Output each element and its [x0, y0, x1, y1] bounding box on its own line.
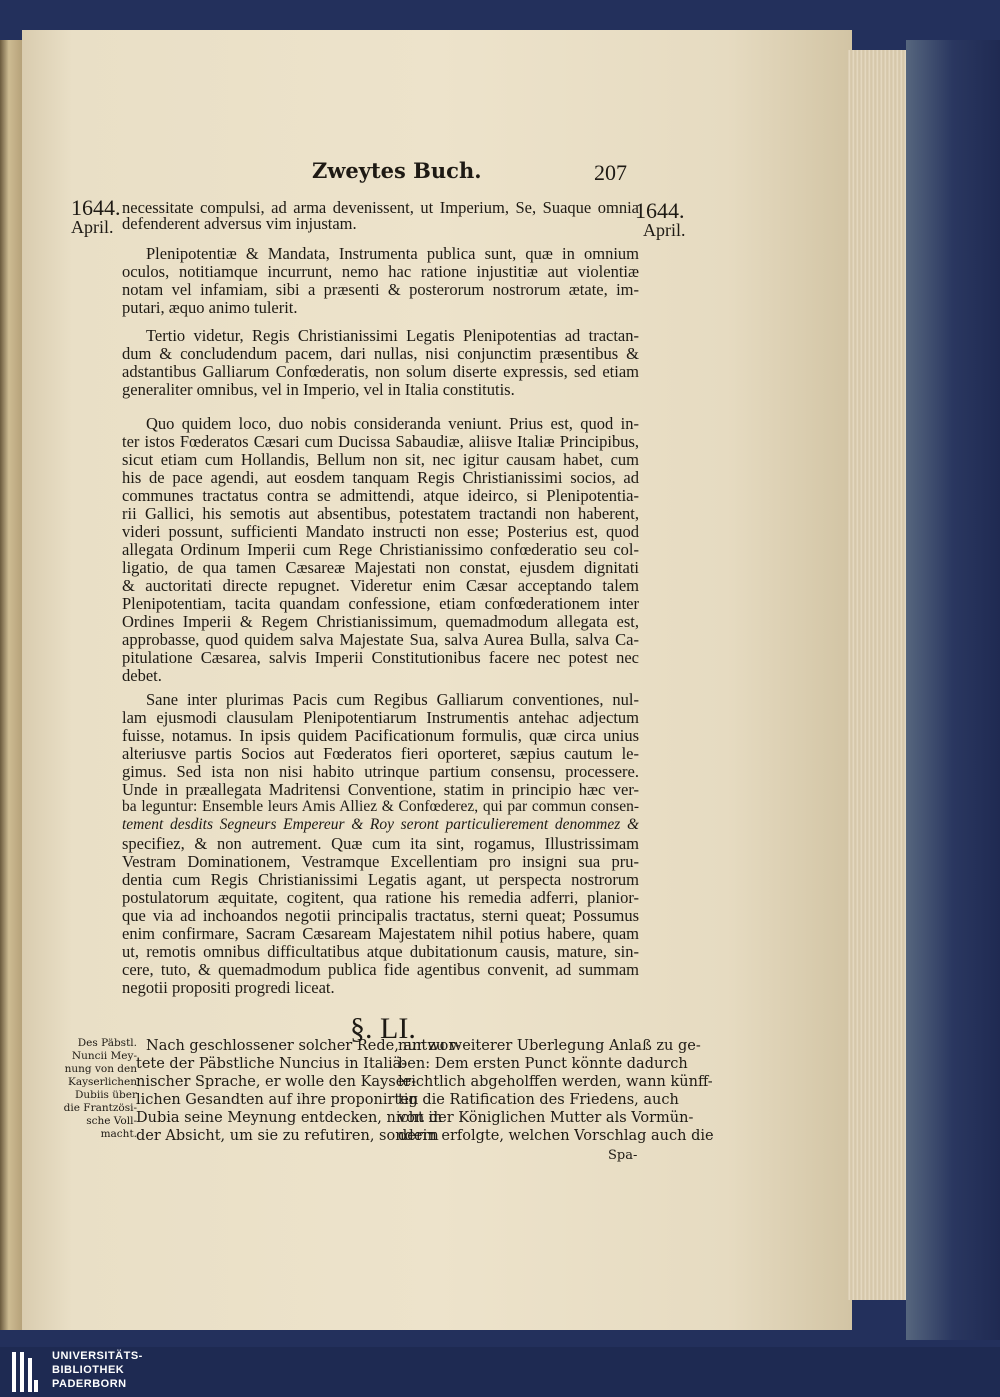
text-line: & auctoritati directe repugnet. Videretur enim Cæsar acceptando talem — [122, 576, 639, 595]
page-stack-edge — [848, 50, 912, 1300]
margin-note-line: sche Voll- — [86, 1115, 137, 1127]
text-line: Quo quidem loco, duo nobis consideranda veniunt. Prius est, quod in- — [146, 414, 639, 433]
german-line: von der Königlichen Mutter als Vormün- — [398, 1110, 694, 1126]
text-line: ba leguntur: Ensemble leurs Amis Alliez & Confœderez, qui par commun consen- — [122, 798, 639, 815]
running-title: Zweytes Buch. — [312, 158, 482, 183]
text-line: Tertio videtur, Regis Christianissimi Legatis Plenipotentias ad tractan- — [146, 326, 639, 345]
german-line: nischer Sprache, er wolle den Kayser- — [136, 1074, 417, 1090]
german-line: ben: Dem ersten Punct könnte dadurch — [398, 1056, 688, 1072]
text-line: ut, remotis omnibus difficultatibus atque dubitationum causis, mature, sin- — [122, 942, 639, 961]
text-line: adstantibus Galliarum Confœderatis, non solum diserte expressis, sed etiam — [122, 362, 639, 381]
margin-note-line: macht. — [100, 1128, 137, 1140]
section-heading: §. LI. — [350, 1012, 416, 1045]
german-line: Dubia seine Meynung entdecken, nicht in — [136, 1110, 443, 1126]
text-line: allegata Ordinum Imperii cum Rege Christianissimo confœderatio seu col- — [122, 540, 639, 559]
text-line: negotii propositi progredi liceat. — [122, 978, 335, 997]
margin-year-right: 1644. — [635, 198, 685, 223]
text-line: approbasse, quod quidem salva Majestate Sua, salva Aurea Bulla, salva Ca- — [122, 630, 639, 649]
margin-note-line: Nuncii Mey- — [71, 1050, 137, 1062]
margin-note-line: die Frantzösi- — [63, 1102, 137, 1114]
text-line: Ordines Imperii & Regem Christianissimum, quemadmodum allegata est, — [122, 612, 639, 631]
text-line: rii Gallici, his semotis aut absentibus, potestatem tractandi non haberent, — [122, 504, 639, 523]
text-line: defenderent adversus vim injustam. — [122, 214, 357, 233]
library-footer — [0, 1347, 1000, 1397]
text-line: tement desdits Segneurs Empereur & Roy seront particulierement denommez & — [122, 816, 639, 833]
text-line: his de pace agendi, aut eosdem tanquam Regis Christianissimi socios, ad — [122, 468, 639, 487]
text-line: videri possunt, sufficienti Mandato instructi non esse; Posterius est, quod — [122, 522, 639, 541]
text-line: que via ad inchoandos negotii principalis tractatus, sterni queat; Possumus — [122, 906, 639, 925]
text-line: enim confirmare, Sacram Cæsaream Majestatem nihil potius habere, quam — [122, 924, 639, 943]
text-line: generaliter omnibus, vel in Imperio, vel in Italia constitutis. — [122, 380, 515, 399]
library-name-line2: BIBLIOTHEK — [52, 1364, 125, 1376]
text-line: Unde in præallegata Madritensi Conventione, statim in principio hæc ver- — [122, 780, 639, 799]
text-line: cere, tuto, & quemadmodum publica fide agentibus convenit, ad summam — [122, 960, 639, 979]
text-line: Vestram Dominationem, Vestramque Excellentiam pro insigni sua pru- — [122, 852, 639, 871]
library-name-line3: PADERBORN — [52, 1378, 127, 1390]
text-line: specifiez, & non autrement. Quæ cum ita sint, rogamus, Illustrissimam — [122, 834, 639, 853]
university-logo-icon — [10, 1350, 40, 1394]
margin-note-line: nung von den — [64, 1063, 137, 1075]
margin-note-line: Dubiis über — [74, 1089, 137, 1101]
text-line: ligatio, de qua tamen Cæsareæ Majestati non constat, ejusdem dignitati — [122, 558, 639, 577]
left-page-edge — [0, 40, 22, 1330]
text-line: dentia cum Regis Christianissimi Legatis agant, ut perspecta nostrorum — [122, 870, 639, 889]
text-line: pitulatione Cæsarea, salvis Imperii Constitutionibus facere nec potest nec — [122, 648, 639, 667]
text-line: necessitate compulsi, ad arma devenissent, ut Imperium, Se, Suaque omnia — [122, 198, 639, 217]
german-line: Nach geschlossener solcher Rede, antwor- — [146, 1038, 461, 1054]
german-line: tig die Ratification des Friedens, auch — [398, 1092, 679, 1108]
text-line: dum & concludendum pacem, dari nullas, nisi conjunctim præsentibus & — [122, 344, 639, 363]
text-line: Sane inter plurimas Pacis cum Regibus Galliarum conventiones, nul- — [146, 690, 639, 709]
book-cover-edge — [906, 40, 1000, 1340]
text-line: ter istos Fœderatos Cæsari cum Ducissa Sabaudiæ, aliisve Italiæ Principibus, — [122, 432, 639, 451]
text-line: gimus. Sed ista non nisi habito utrinque partium consensu, processere. — [122, 762, 639, 781]
german-line: leichtlich abgeholffen werden, wann künff- — [398, 1074, 713, 1090]
text-line: lam ejusmodi clausulam Plenipotentiarum Instrumentis antehac adjectum — [122, 708, 639, 727]
page-number: 207 — [594, 160, 627, 185]
margin-note-line: Des Päbstl. — [77, 1037, 137, 1049]
text-line: sicut etiam cum Hollandis, Bellum non sit, nec igitur causam habet, cum — [122, 450, 639, 469]
german-line: lichen Gesandten auf ihre proponirten — [136, 1092, 419, 1108]
margin-year-left: 1644. — [71, 195, 121, 220]
text-line: Plenipotentiam, tacita quandam confessione, etiam confœderationem inter — [122, 594, 639, 613]
margin-month-right: April. — [643, 220, 686, 240]
text-line: alteriusve partis Socios aut Fœderatos fieri oporteret, sæpius cautum le- — [122, 744, 639, 763]
text-line: putari, æquo animo tulerit. — [122, 298, 298, 317]
text-line: postulatorum æquitate, cogitent, qua ratione his remedia adferri, planior- — [122, 888, 639, 907]
catchword: Spa- — [608, 1148, 638, 1163]
library-name-line1: UNIVERSITÄTS- — [52, 1350, 143, 1362]
margin-note-line: Kayserlichen — [68, 1076, 137, 1088]
german-line: tete der Päbstliche Nuncius in Italiä- — [136, 1056, 407, 1072]
german-line: der Absicht, um sie zu refutiren, sondern — [136, 1128, 439, 1144]
text-line: oculos, notitiamque incurrunt, nemo hac ratione injustitiæ aut violentiæ — [122, 262, 639, 281]
margin-month-left: April. — [71, 217, 114, 237]
text-line: notam vel infamiam, sibi a præsenti & posterorum nostrorum ætate, im- — [122, 280, 639, 299]
german-line: derin erfolgte, welchen Vorschlag auch die — [398, 1128, 714, 1144]
text-line: debet. — [122, 666, 162, 685]
text-line: Plenipotentiæ & Mandata, Instrumenta publica sunt, quæ in omnium — [146, 244, 639, 263]
text-line: communes tractatus contra se admittendi, atque ideirco, si Plenipotentia- — [122, 486, 639, 505]
text-line: fuisse, notamus. In ipsis quidem Pacificationum formulis, quæ circa unius — [122, 726, 639, 745]
german-line: nur zu weiterer Uberlegung Anlaß zu ge- — [398, 1038, 701, 1054]
